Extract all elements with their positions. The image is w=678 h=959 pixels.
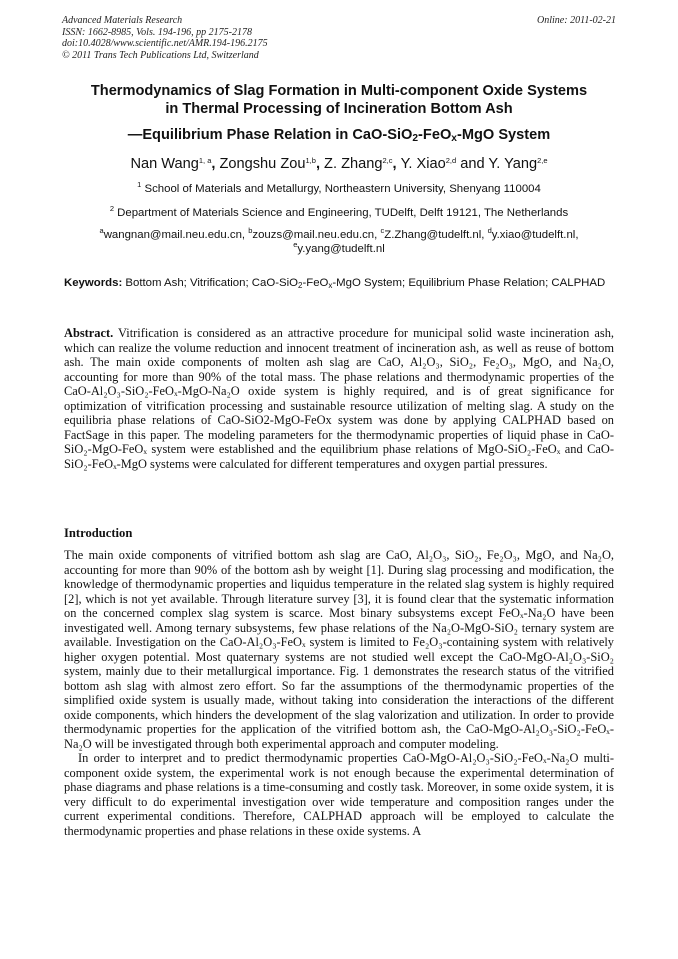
author-list bbox=[40, 156, 638, 172]
author-sup: 2,c bbox=[382, 156, 393, 165]
keywords-text: -MgO System; Equilibrium Phase Relation; CALPHAD bbox=[332, 277, 606, 289]
author-sup: 1,b bbox=[305, 156, 316, 165]
author: Zongshu Zou bbox=[219, 156, 306, 172]
journal-name: Advanced Materials Research bbox=[62, 15, 183, 26]
email-address[interactable]: y.yang@tudelft.nl bbox=[297, 243, 385, 255]
paragraph: In order to interpret and to predict thermodynamic properties CaO-MgO-Al₂O₃-SiO₂-FeOₓ-Na₂O multi-component oxide system, the experimental work is not enough because the experimental determination of phase diagrams and phase relations is a time-consuming and costly task. Moreover, in some oxide system, it is very difficult to do experimental investigation over wide temperature and composition ranges under the current experimental conditions. Therefore, CALPHAD approach will be employed to calculate the thermodynamic properties and phase relations in these oxide systems. A bbox=[64, 751, 614, 838]
subtitle-part: -MgO System bbox=[456, 127, 551, 143]
subtitle-part: -FeO bbox=[418, 127, 452, 143]
affiliation-text: School of Materials and Metallurgy, Northeastern University, Shenyang 110004 bbox=[144, 183, 541, 195]
subtitle-sub: x bbox=[451, 133, 457, 144]
email-sup: c bbox=[380, 226, 385, 235]
email-sup: e bbox=[293, 240, 298, 249]
affiliation-sup: 2 bbox=[109, 204, 114, 213]
abstract bbox=[64, 326, 614, 471]
doi-line: doi:10.4028/www.scientific.net/AMR.194-196.2175 bbox=[62, 38, 268, 49]
paper-title bbox=[40, 82, 638, 144]
author-sup: 2,e bbox=[537, 156, 548, 165]
keywords-text: -FeO bbox=[302, 277, 329, 289]
email-address[interactable]: Z.Zhang@tudelft.nl, bbox=[384, 229, 488, 241]
keywords-sub: x bbox=[328, 281, 333, 290]
subtitle-part: —Equilibrium Phase Relation in CaO-SiO bbox=[127, 127, 413, 143]
email-address[interactable]: wangnan@mail.neu.edu.cn, bbox=[103, 229, 249, 241]
email-sup: a bbox=[99, 226, 104, 235]
title-line-2: in Thermal Processing of Incineration Bottom Ash bbox=[165, 101, 513, 117]
author-sup: 1, a bbox=[198, 156, 212, 165]
affiliation-2 bbox=[40, 206, 638, 220]
subtitle-sub: 2 bbox=[412, 133, 419, 144]
copyright-line: © 2011 Trans Tech Publications Ltd, Switzerland bbox=[62, 49, 259, 61]
author: Y. Xiao bbox=[400, 156, 446, 172]
author: Z. Zhang bbox=[324, 156, 383, 172]
introduction-body bbox=[64, 548, 614, 838]
author-separator: , bbox=[315, 156, 325, 172]
online-date: Online: 2011-02-21 bbox=[537, 15, 616, 26]
author-sup: 2,d bbox=[445, 156, 457, 165]
author: Y. Yang bbox=[488, 156, 538, 172]
paragraph: The main oxide components of vitrified bottom ash slag are CaO, Al₂O₃, SiO₂, Fe₂O₃, MgO, and Na₂O, accounting for more than 90% of the bottom ash by weight [1]. During slag processing and modification, the knowledge of thermodynamic properties and liquidus temperature in the related slag system is highly required [2], which is not yet available. Through literature survey [3], it is found clear that the systematic information on the concerned complex slag system is scarce. Most binary subsystems except FeOₓ-Na₂O have been investigated well. Among ternary subsystems, few phase relations of the Na₂O-MgO-SiO₂ ternary system are available. Investigation on the CaO-Al₂O₃-FeOₓ system is limited to Fe₂O₃-containing system with relatively higher oxygen potential. Most quaternary systems are not studied well except the CaO-MgO-Al₂O₃-SiO₂ system, mainly due to their metallurgical importance. Fig. 1 demonstrates the research status of the vitrified bottom ash slag with almost zero effort. So far the assumptions of the thermodynamic properties of the simplified oxide system is usually made, without taking into consideration the interactions of the different oxide components, which hinders the development of the slag valorization and utilization. In order to provide thermodynamic properties for the application of the vitrified bottom ash, the CaO-MgO-Al₂O₃-SiO₂-FeOₓ-Na₂O will be investigated through both experimental approach and computer modeling. bbox=[64, 548, 614, 751]
abstract-text: Vitrification is considered as an attractive procedure for municipal solid waste incineration ash, which can realize the volume reduction and innocent treatment of incineration ash, as well as reuse of bottom ash. The main oxide components of molten ash slag are CaO, Al₂O₃, SiO₂, Fe₂O₃, MgO, and Na₂O, accounting for more than 90% of the total mass. The phase relations and thermodynamic properties of the CaO-Al₂O₃-SiO₂-FeOₓ-MgO-Na₂O oxide system is highly required, and is of great significance for optimization of vitrification processing and sustainable resource utilization of melting slag. A study on the equilibria phase relations of CaO-SiO2-MgO-FeOx system was done by applying CALPHAD based on FactSage in this paper. The modeling parameters for the thermodynamic properties of liquid phase in CaO-SiO₂-MgO-FeOₓ system were established and the equilibrium phase relations of MgO-SiO₂-FeOₓ and CaO-SiO₂-FeOₓ-MgO systems were calculated for different temperatures and oxygen partial pressures. bbox=[64, 326, 614, 471]
abstract-label: Abstract. bbox=[64, 326, 114, 340]
email-address[interactable]: y.xiao@tudelft.nl, bbox=[491, 229, 579, 241]
author-separator: , bbox=[211, 156, 220, 172]
keywords bbox=[64, 277, 614, 291]
issn-line: ISSN: 1662-8985, Vols. 194-196, pp 2175-2178 bbox=[62, 26, 252, 38]
author-separator: , bbox=[392, 156, 401, 172]
email-address[interactable]: zouzs@mail.neu.edu.cn, bbox=[252, 229, 381, 241]
keywords-sub: 2 bbox=[298, 281, 303, 290]
email-sup: d bbox=[487, 226, 492, 235]
paper-subtitle bbox=[40, 126, 638, 144]
journal-header bbox=[62, 15, 616, 61]
author-and: and bbox=[456, 156, 489, 172]
keywords-label: Keywords: bbox=[64, 277, 123, 289]
keywords-text: Bottom Ash; Vitrification; CaO-SiO bbox=[122, 277, 299, 289]
title-line-1: Thermodynamics of Slag Formation in Multi-component Oxide Systems bbox=[90, 83, 588, 99]
author: Nan Wang bbox=[130, 156, 199, 172]
email-sup: b bbox=[248, 226, 253, 235]
email-list bbox=[40, 228, 638, 256]
affiliation-1 bbox=[40, 182, 638, 196]
affiliation-text: Department of Materials Science and Engineering, TUDelft, Delft 19121, The Netherlands bbox=[117, 207, 569, 219]
affiliation-sup: 1 bbox=[137, 180, 142, 189]
section-heading-introduction: Introduction bbox=[64, 526, 133, 540]
